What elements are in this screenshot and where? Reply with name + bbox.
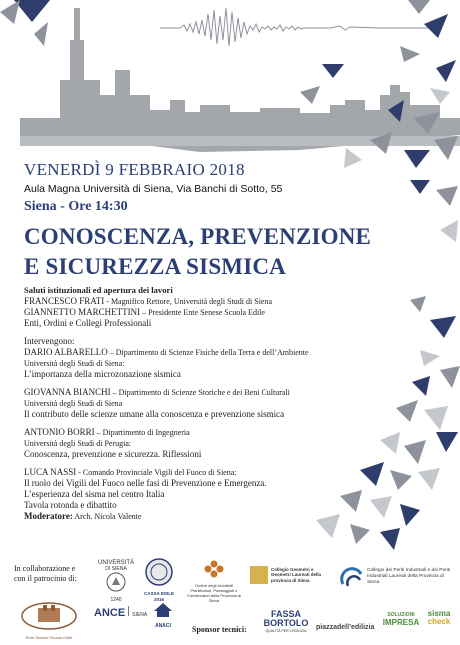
unisi-year: 1240	[110, 597, 122, 603]
speaker-university: Università degli Studi di Siena:	[24, 359, 125, 368]
piazza-edilizia-logo	[316, 616, 374, 634]
unisi-city: DI SIENA	[105, 566, 127, 572]
collab-label	[14, 564, 77, 584]
cassa-edile-logo	[142, 558, 176, 603]
collab-line2: con il patrocinio di:	[14, 574, 77, 583]
header-illustration	[0, 0, 460, 175]
talk-topic: Il ruolo dei Vigili del Fuoco nelle fasi di Prevenzione e Emergenza.	[24, 478, 267, 488]
cassa-edile-seal-icon	[145, 558, 173, 586]
ance-label: ANCE	[94, 607, 126, 619]
periti-label: Collegio dei Periti Industriali e dei Periti Industriali Laureati della Provincia di Siena	[367, 568, 451, 585]
intervengono-label: Intervengono:	[24, 336, 75, 346]
anaci-logo	[148, 602, 178, 629]
talk-topic: L’importanza della microzonazione sismica	[24, 369, 181, 379]
italy-experience: L’esperienza del sisma nel centro Italia	[24, 489, 165, 499]
speaker-role: - Comando Provinciale Vigili del Fuoco di Siena:	[76, 468, 237, 477]
speaker-name: GIANNETTO MARCHETTINI	[24, 307, 141, 317]
anaci-house-icon	[153, 602, 173, 618]
talk-topic: Conoscenza, prevenzione e sicurezza. Riflessioni	[24, 449, 202, 459]
event-title-line2: E SICUREZZA SISMICA	[24, 254, 286, 279]
sisma-check-logo	[424, 610, 454, 626]
speaker-name: ANTONIO BORRI	[24, 427, 95, 437]
event-venue: Aula Magna Università di Siena, Via Banchi di Sotto, 55	[24, 183, 283, 195]
cassa-edile-label: CASSA EDILE 2016	[143, 591, 175, 602]
moderator-label: Moderatore:	[24, 511, 73, 521]
fassa-tagline: QUALITÀ PER L’EDILIZIA	[265, 629, 307, 633]
talk-topic: Il contributo delle scienze umane alla conoscenza e prevenzione sismica	[24, 409, 285, 419]
unisi-name: UNIVERSITÀ	[97, 560, 134, 566]
piazza-label: piazzadell’edilizia	[316, 624, 375, 631]
ente-senese-label: Ente Senese Scuola Edile	[25, 635, 73, 640]
round-table: Tavola rotonda e dibattito	[24, 500, 117, 510]
periti-industriali-logo	[340, 566, 456, 588]
opening-label: Saluti istituzionali ed apertura dei lavori	[24, 285, 173, 295]
speaker-role: – Dipartimento di Scienze Fisiche della Terra e dell’Ambiente	[107, 348, 309, 357]
soluzioni-impresa-logo	[380, 612, 422, 627]
check-label: check	[427, 617, 451, 626]
fassa-line1: FASSA	[270, 609, 301, 619]
collegio-geometri-logo	[250, 566, 330, 584]
unisi-logo	[94, 560, 138, 603]
anaci-label: ANACI	[155, 623, 171, 629]
speaker-university: Università degli Studi di Perugia:	[24, 439, 132, 448]
event-city-time: Siena - Ore 14:30	[24, 199, 128, 214]
speaker-role: - Magnifico Rettore, Università degli Studi di Siena	[104, 297, 273, 306]
sisma-label: sisma	[427, 609, 451, 618]
ance-city: SIENA	[132, 612, 148, 618]
speaker-university: Università degli Studi di Siena	[24, 399, 123, 408]
sponsor-label: Sponsor tecnici:	[192, 625, 247, 634]
flower-icon	[204, 560, 224, 578]
collab-line1: In collaborazione e	[14, 564, 76, 573]
soluzioni-label: SOLUZIONI	[387, 612, 415, 618]
event-date: VENERDÌ 9 FEBBRAIO 2018	[24, 160, 245, 179]
speaker-role: – Presidente Ente Senese Scuola Edile	[140, 308, 265, 317]
unisi-seal-icon	[106, 572, 126, 592]
fassa-bortolo-logo	[262, 610, 310, 634]
enti-label: Enti, Ordini e Collegi Professionali	[24, 318, 152, 328]
program	[24, 285, 384, 522]
ordine-architetti-label: Ordine degli Architetti Pianificatori, Paesaggisti e Conservatori della Provincia di Siena	[186, 583, 242, 603]
seismograph-wave	[160, 8, 430, 46]
impresa-label: IMPRESA	[382, 618, 420, 627]
speaker-name: DARIO ALBARELLO	[24, 347, 108, 357]
ance-logo	[94, 606, 147, 619]
event-title-line1: CONOSCENZA, PREVENZIONE	[24, 224, 372, 249]
ente-senese-logo	[14, 600, 84, 640]
fassa-line2: BORTOLO	[263, 618, 309, 628]
ordine-architetti-logo	[186, 560, 242, 603]
geometri-mark-icon	[250, 566, 268, 584]
speaker-name: GIOVANNA BIANCHI	[24, 387, 111, 397]
speaker-role: – Dipartimento di Ingegneria	[94, 428, 190, 437]
periti-arc-icon	[340, 566, 364, 588]
ente-senese-building-icon	[21, 600, 77, 630]
speaker-role: – Dipartimento di Scienze Storiche e dei Beni Culturali	[110, 388, 290, 397]
speaker-name: LUCA NASSI	[24, 467, 77, 477]
speaker-name: FRANCESCO FRATI	[24, 296, 105, 306]
collegio-geometri-label: Collegio Geometri e Geometri Laureati della provincia di Siena	[271, 566, 322, 583]
moderator-name: Arch. Nicola Valente	[72, 512, 142, 521]
